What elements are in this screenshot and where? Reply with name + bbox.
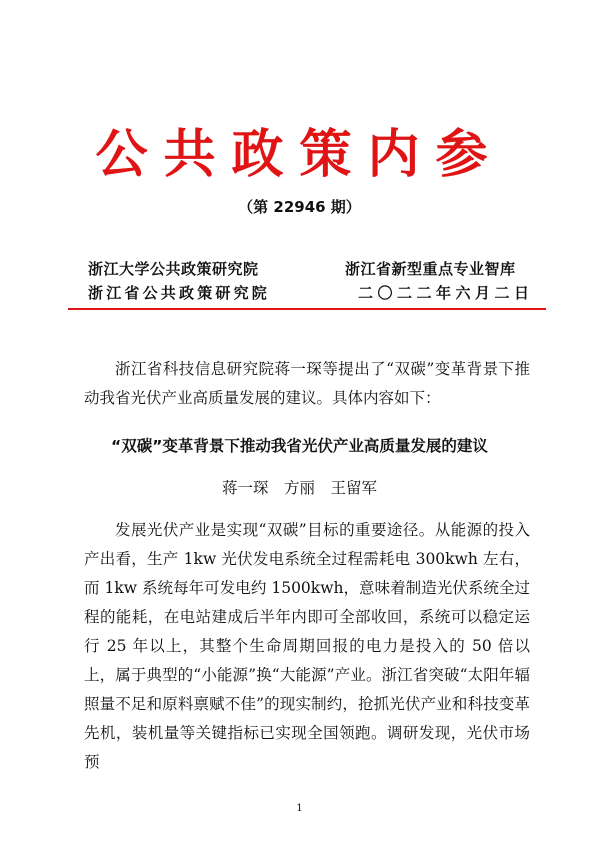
red-divider [68,308,546,310]
header-institute-1: 浙江大学公共政策研究院 [88,260,259,278]
article-body: 发展光伏产业是实现“双碳”目标的重要途径。从能源的投入产出看，生产 1kw 光伏发电系统全过程需耗电 300kwh 左右，而 1kw 系统每年可发电约 1500kwh，意味着制造光伏系统全过程的能耗，在电站建成后半年内即可全部收回，系统可以稳定运行 25 年以上，其整个生命周期回报的电力是投入的 50 倍以上，属于典型的“小能源”换“大能源”产业。浙江省突破“太阳年辐照量不足和原料禀赋不佳”的现实制约，抢抓光伏产业和科技变革先机，装机量等关键指标已实现全国领跑。调研发现，光伏市场预 [84,521,530,771]
header-institute-2: 浙江省公共政策研究院 [88,284,271,302]
header-think-tank: 浙江省新型重点专业智库 [345,260,516,278]
issue-number: （第 22946 期） [238,198,361,216]
header-date: 二〇二二年六月二日 [358,284,534,302]
page-number: 1 [296,803,303,814]
article-title: “双碳”变革背景下推动我省光伏产业高质量发展的建议 [111,437,488,455]
article-authors: 蒋一琛 方丽 王留军 [221,479,377,497]
intro-paragraph: 浙江省科技信息研究院蒋一琛等提出了“双碳”变革背景下推动我省光伏产业高质量发展的建议。具体内容如下： [84,360,530,407]
bulletin-title: 公共政策内参 [95,124,504,185]
